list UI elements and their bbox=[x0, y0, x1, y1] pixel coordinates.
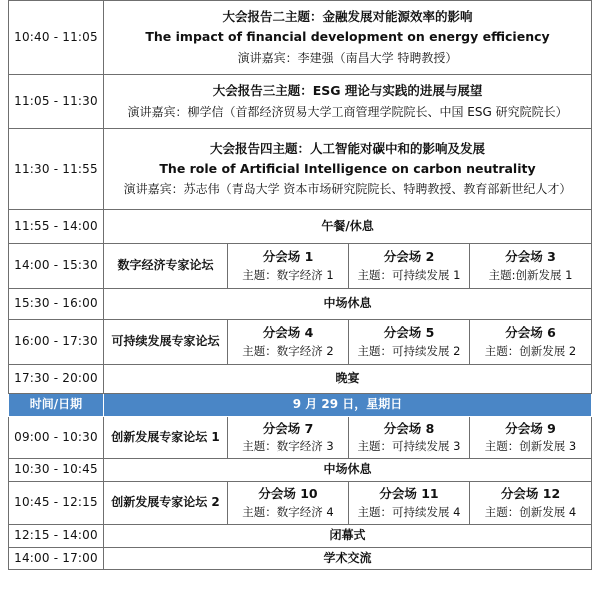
session-theme: 主题：可持续发展 2 bbox=[357, 343, 461, 358]
forum-name: 创新发展专家论坛 2 bbox=[104, 481, 228, 525]
schedule-row bbox=[9, 547, 592, 569]
time-cell: 15:30 - 16:00 bbox=[9, 288, 104, 319]
time-cell: 10:40 - 11:05 bbox=[9, 1, 104, 75]
session-cell bbox=[349, 416, 470, 459]
session-cell bbox=[349, 243, 470, 288]
date-header-label: 时间/日期 bbox=[9, 394, 104, 416]
time-cell: 16:00 - 17:30 bbox=[9, 320, 104, 365]
session-theme: 主题：创新发展 4 bbox=[484, 504, 577, 519]
session-name: 分会场 4 bbox=[262, 325, 314, 341]
keynote-title: 大会报告三主题：ESG 理论与实践的进展与展望 bbox=[212, 83, 483, 99]
break-label: 闭幕式 bbox=[104, 525, 592, 547]
time-cell: 11:05 - 11:30 bbox=[9, 75, 104, 129]
session-name: 分会场 11 bbox=[379, 486, 439, 502]
schedule-row bbox=[9, 1, 592, 75]
session-name: 分会场 9 bbox=[505, 420, 556, 436]
forum-name: 数字经济专家论坛 bbox=[104, 243, 228, 288]
session-name: 分会场 1 bbox=[262, 249, 314, 265]
keynote-cell bbox=[104, 129, 592, 210]
schedule-row bbox=[9, 129, 592, 210]
break-label: 午餐/休息 bbox=[104, 210, 592, 244]
date-header-row bbox=[9, 394, 592, 416]
session-cell bbox=[349, 481, 470, 525]
session-theme: 主题：创新发展 2 bbox=[484, 343, 577, 358]
keynote-title: 大会报告二主题：金融发展对能源效率的影响 bbox=[222, 9, 473, 25]
session-cell bbox=[228, 243, 349, 288]
schedule-row bbox=[9, 75, 592, 129]
session-name: 分会场 6 bbox=[505, 325, 556, 341]
session-name: 分会场 5 bbox=[383, 325, 435, 341]
forum-name: 可持续发展专家论坛 bbox=[104, 320, 228, 365]
session-cell bbox=[349, 320, 470, 365]
keynote-speaker: 演讲嘉宾：李建强（南昌大学 特聘教授） bbox=[237, 50, 458, 65]
session-theme: 主题：数字经济 4 bbox=[242, 504, 334, 519]
session-name: 分会场 10 bbox=[258, 486, 318, 502]
forum-name: 创新发展专家论坛 1 bbox=[104, 416, 228, 459]
session-theme: 主题:创新发展 1 bbox=[488, 267, 573, 282]
date-header-date: 9 月 29 日，星期日 bbox=[104, 394, 592, 416]
time-cell: 14:00 - 17:00 bbox=[9, 547, 104, 569]
session-name: 分会场 2 bbox=[383, 249, 435, 265]
session-name: 分会场 12 bbox=[500, 486, 561, 502]
session-cell bbox=[470, 481, 592, 525]
session-theme: 主题：可持续发展 4 bbox=[357, 504, 461, 519]
time-cell: 14:00 - 15:30 bbox=[9, 243, 104, 288]
session-theme: 主题：可持续发展 1 bbox=[357, 267, 461, 282]
schedule-row bbox=[9, 481, 592, 525]
time-cell: 09:00 - 10:30 bbox=[9, 416, 104, 459]
time-cell: 10:45 - 12:15 bbox=[9, 481, 104, 525]
break-label: 晚宴 bbox=[104, 364, 592, 393]
time-cell: 11:30 - 11:55 bbox=[9, 129, 104, 210]
session-cell bbox=[470, 320, 592, 365]
schedule-row bbox=[9, 210, 592, 244]
break-label: 中场休息 bbox=[104, 459, 592, 481]
keynote-cell bbox=[104, 75, 592, 129]
keynote-title-en: The role of Artificial Intelligence on carbon neutrality bbox=[159, 160, 536, 176]
schedule-row bbox=[9, 288, 592, 319]
session-theme: 主题：可持续发展 3 bbox=[357, 439, 461, 454]
keynote-speaker: 演讲嘉宾：苏志伟（青岛大学 资本市场研究院院长、特聘教授、教育部新世纪人才） bbox=[123, 182, 572, 197]
schedule-row bbox=[9, 243, 592, 288]
session-theme: 主题：数字经济 1 bbox=[242, 267, 334, 282]
session-cell bbox=[228, 320, 349, 365]
time-cell: 12:15 - 14:00 bbox=[9, 525, 104, 547]
schedule-row bbox=[9, 525, 592, 547]
break-label: 学术交流 bbox=[104, 547, 592, 569]
schedule-table bbox=[8, 0, 592, 570]
session-theme: 主题：数字经济 2 bbox=[242, 343, 334, 358]
keynote-title-en: The impact of financial development on energy efficiency bbox=[145, 29, 550, 45]
session-theme: 主题：创新发展 3 bbox=[484, 439, 577, 454]
session-theme: 主题：数字经济 3 bbox=[242, 439, 334, 454]
schedule-row bbox=[9, 416, 592, 459]
keynote-speaker: 演讲嘉宾：柳学信（首都经济贸易大学工商管理学院院长、中国 ESG 研究院院长） bbox=[127, 104, 568, 119]
schedule-row bbox=[9, 364, 592, 393]
time-cell: 17:30 - 20:00 bbox=[9, 364, 104, 393]
keynote-title: 大会报告四主题：人工智能对碳中和的影响及发展 bbox=[210, 141, 486, 157]
session-name: 分会场 7 bbox=[262, 420, 314, 436]
session-name: 分会场 8 bbox=[383, 420, 435, 436]
break-label: 中场休息 bbox=[104, 288, 592, 319]
session-cell bbox=[470, 243, 592, 288]
session-cell bbox=[228, 481, 349, 525]
session-cell bbox=[228, 416, 349, 459]
session-name: 分会场 3 bbox=[505, 249, 556, 265]
schedule-row bbox=[9, 459, 592, 481]
session-cell bbox=[470, 416, 592, 459]
keynote-cell bbox=[104, 1, 592, 75]
schedule-row bbox=[9, 320, 592, 365]
time-cell: 11:55 - 14:00 bbox=[9, 210, 104, 244]
time-cell: 10:30 - 10:45 bbox=[9, 459, 104, 481]
